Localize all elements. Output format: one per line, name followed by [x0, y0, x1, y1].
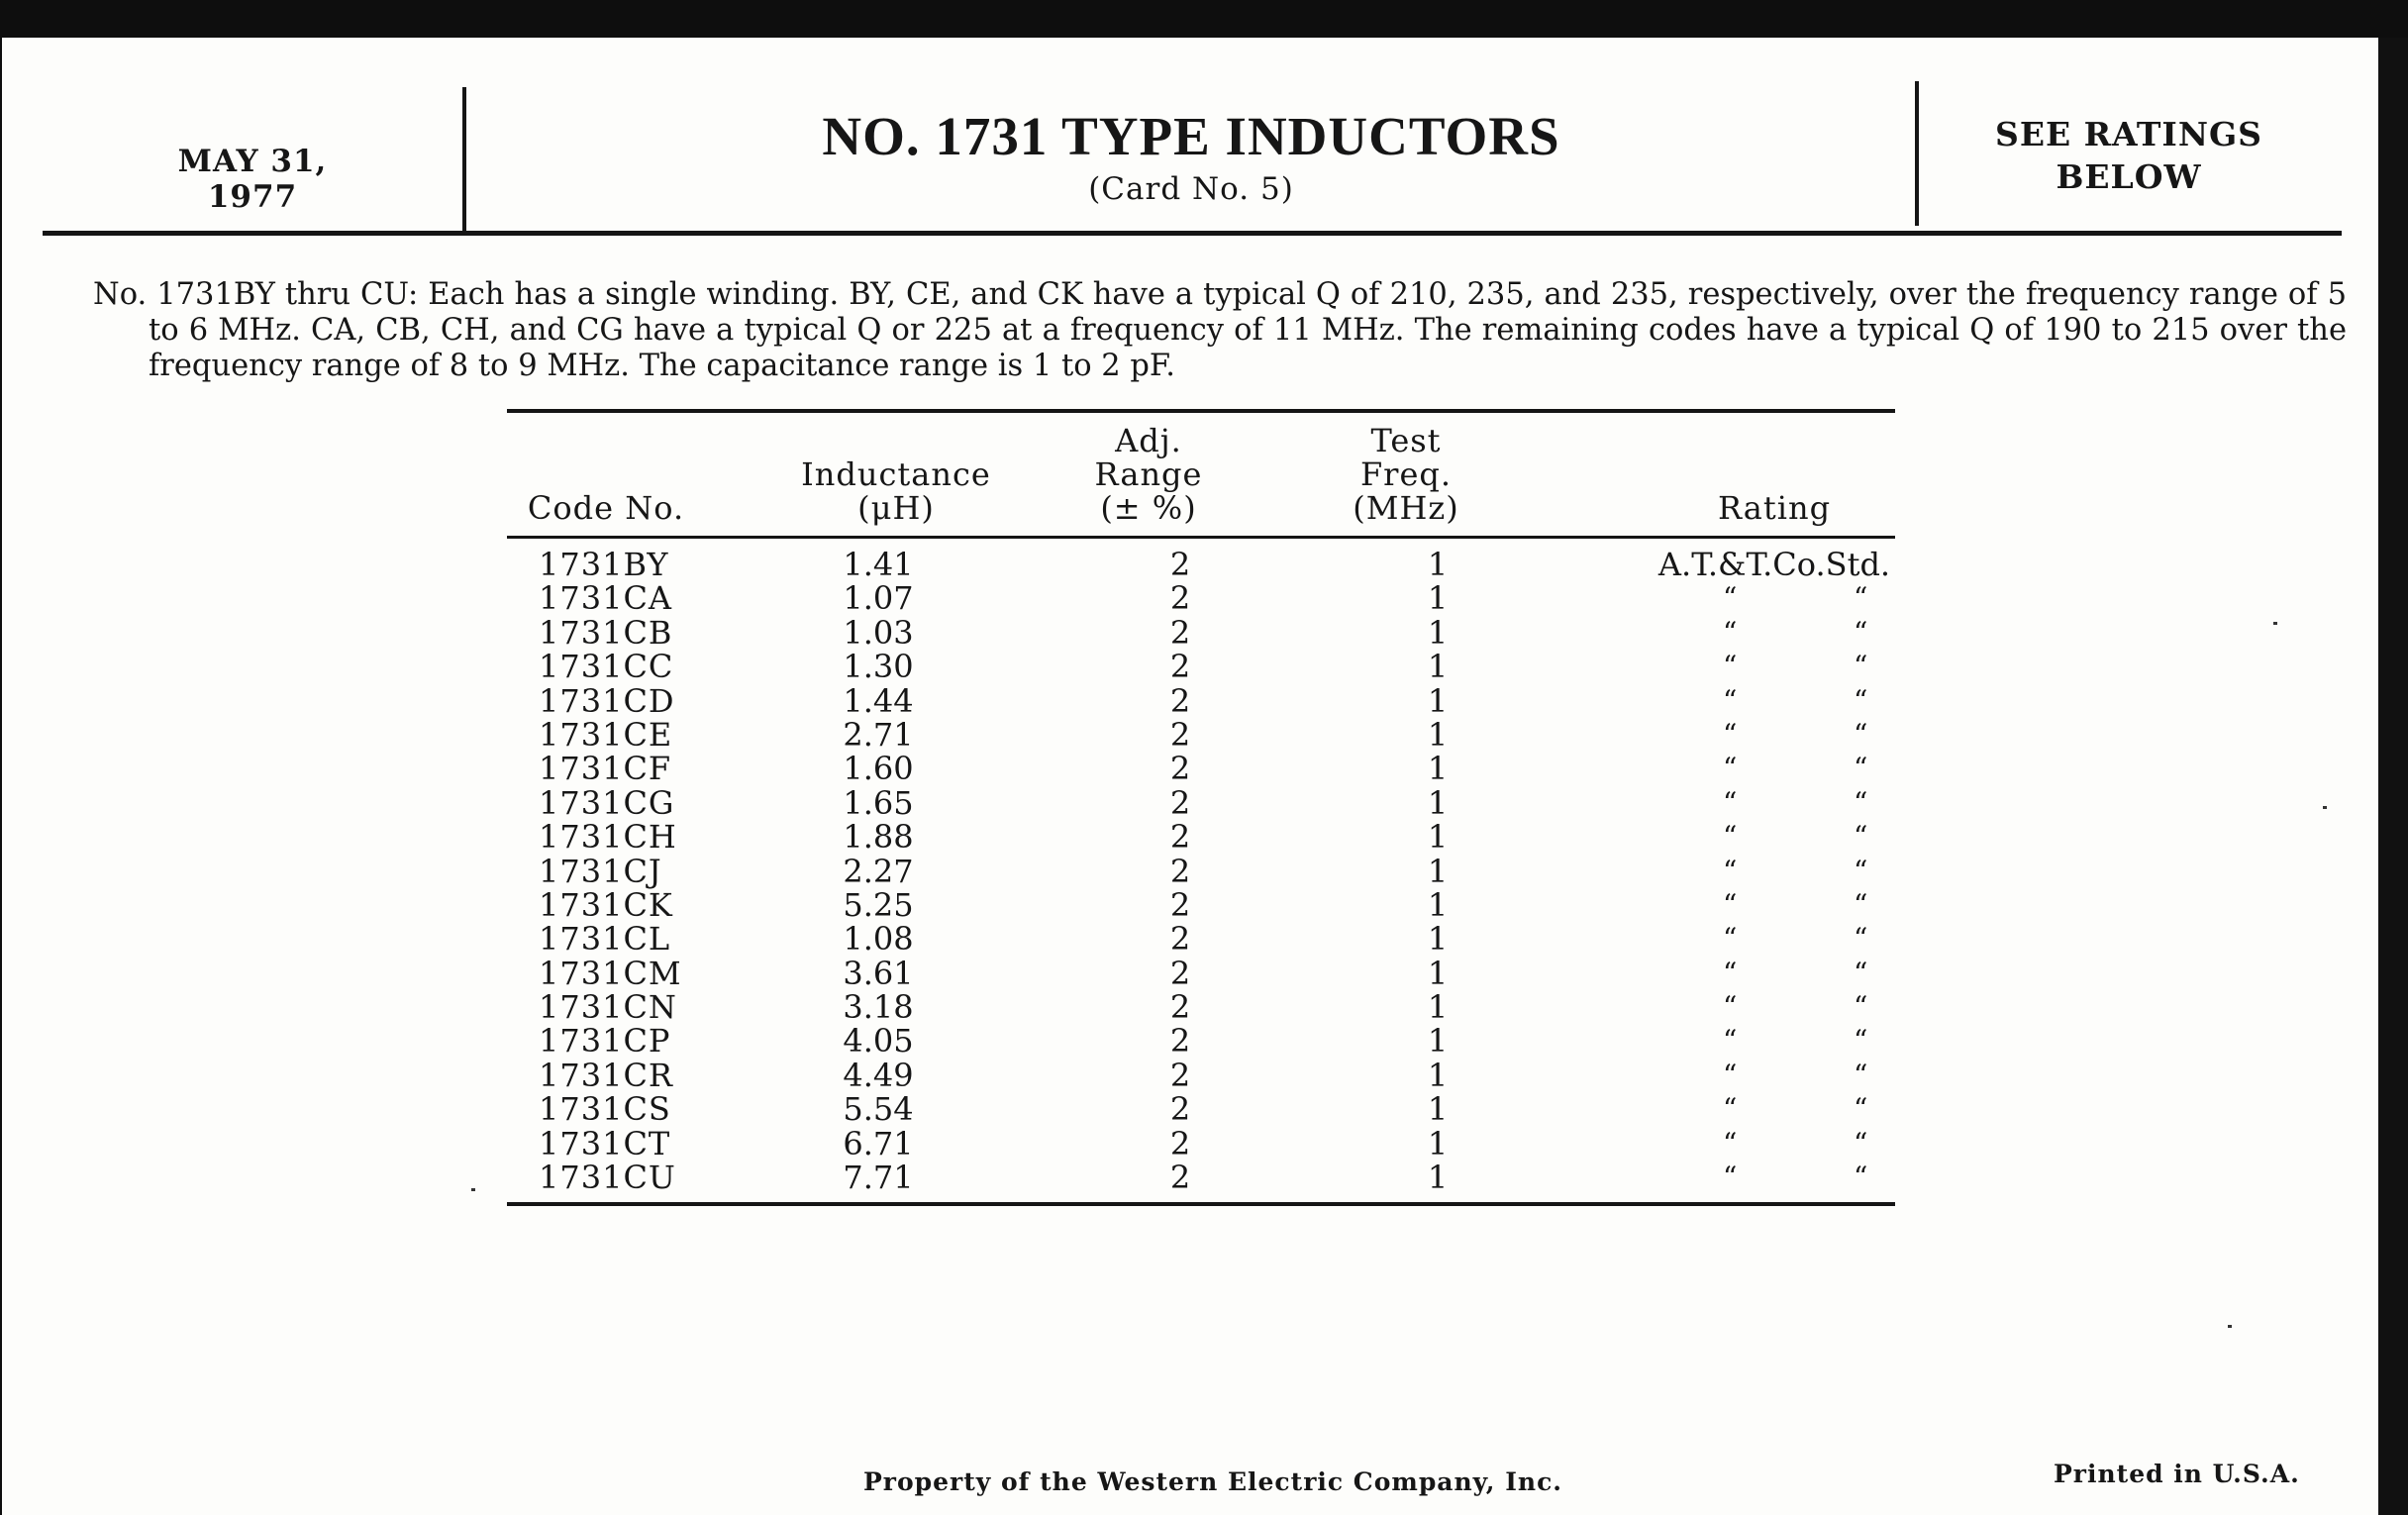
col-header-adj-range: [1069, 424, 1228, 525]
cell-rating-ditto: “: [1723, 581, 1738, 615]
table-row: [507, 1159, 1895, 1197]
cell-adj-range: 2: [1169, 954, 1191, 992]
footer-printed: Printed in U.S.A.: [2054, 1460, 2300, 1488]
cell-adj-range: 2: [1169, 1159, 1191, 1197]
cell-inductance: 1.08: [843, 920, 914, 959]
cell-test-freq: 1: [1427, 546, 1449, 583]
col-header-freq-line1: Test: [1370, 422, 1442, 459]
table-row: [507, 1024, 1895, 1058]
ratings-note: [1931, 113, 2327, 198]
cell-inductance: 3.61: [843, 954, 914, 992]
cell-inductance: 6.71: [843, 1124, 914, 1162]
cell-rating-ditto: “: [1723, 785, 1738, 819]
cell-adj-range: 2: [1169, 1022, 1191, 1060]
cell-inductance: 7.71: [843, 1159, 914, 1197]
cell-rating-ditto: “: [1854, 615, 1868, 649]
cell-adj-range: 2: [1169, 988, 1191, 1027]
cell-rating-ditto: “: [1854, 1126, 1868, 1160]
cell-adj-range: 2: [1169, 613, 1191, 652]
table-row: [507, 852, 1895, 890]
cell-code: 1731CD: [539, 681, 675, 720]
cell-rating-ditto: “: [1723, 717, 1738, 751]
col-header-rating: Rating: [1717, 489, 1832, 527]
cell-adj-range: 2: [1169, 885, 1191, 924]
table-row: [507, 715, 1895, 754]
cell-rating-ditto: “: [1854, 956, 1868, 989]
table-header-rule: [507, 536, 1895, 539]
cell-adj-range: 2: [1169, 1090, 1191, 1129]
col-header-code: Code No.: [527, 489, 685, 527]
cell-adj-range: 2: [1169, 579, 1191, 618]
cell-rating-ditto: “: [1854, 1092, 1868, 1126]
scan-speck: [2323, 806, 2327, 809]
cell-code: 1731CK: [539, 885, 673, 924]
cell-rating-ditto: “: [1723, 683, 1738, 717]
card-header-center: [473, 104, 1909, 209]
cell-rating-ditto: “: [1854, 887, 1868, 921]
cell-code: 1731CC: [539, 648, 674, 686]
table-row: [507, 548, 1895, 581]
col-header-inductance: [782, 457, 1010, 525]
cell-test-freq: 1: [1427, 818, 1449, 857]
ratings-note-line1: SEE RATINGS: [1994, 115, 2263, 153]
cell-adj-range: 2: [1169, 1056, 1191, 1094]
cell-rating-ditto: “: [1723, 615, 1738, 649]
cell-test-freq: 1: [1427, 715, 1449, 754]
col-header-test-freq: [1327, 424, 1485, 525]
cell-inductance: 1.03: [843, 613, 914, 652]
cell-test-freq: 1: [1427, 988, 1449, 1027]
cell-test-freq: 1: [1427, 1124, 1449, 1162]
cell-test-freq: 1: [1427, 750, 1449, 788]
description-paragraph: No. 1731BY thru CU: Each has a single winding. BY, CE, and CK have a typical Q of 210, 235, and 235, respectively, over the frequency range of 5 to 6 MHz. CA, CB, CH, and CG have a typical Q or 225 at a frequency of 11 MHz. The remaining codes have a typical Q of 190 to 215 over the frequency range of 8 to 9 MHz. The capacitance range is 1 to 2 pF.: [93, 277, 2347, 383]
cell-rating-ditto: “: [1854, 717, 1868, 751]
cell-adj-range: 2: [1169, 920, 1191, 959]
table-row: [507, 1090, 1895, 1129]
cell-inductance: 4.05: [843, 1022, 914, 1060]
cell-adj-range: 2: [1169, 715, 1191, 754]
col-header-freq-line2: Freq.: [1359, 455, 1453, 493]
cell-rating-ditto: “: [1854, 922, 1868, 956]
header-divider-left: [462, 87, 466, 236]
cell-rating-ditto: “: [1723, 956, 1738, 989]
cell-test-freq: 1: [1427, 1056, 1449, 1094]
cell-code: 1731CB: [539, 613, 673, 652]
table-body: [507, 546, 1895, 1197]
cell-rating-ditto: “: [1854, 581, 1868, 615]
table-row: [507, 1124, 1895, 1162]
cell-code: 1731BY: [539, 546, 669, 583]
table-row: [507, 783, 1895, 822]
table-bottom-rule: [507, 1202, 1895, 1206]
cell-rating-ditto: “: [1854, 854, 1868, 887]
header-divider-right: [1915, 81, 1919, 226]
cell-rating-ditto: “: [1723, 922, 1738, 956]
table-row: [507, 648, 1895, 686]
table-row: [507, 818, 1895, 857]
col-header-adj-line3: (± %): [1100, 489, 1197, 527]
cell-rating-ditto: “: [1723, 990, 1738, 1024]
cell-code: 1731CP: [539, 1022, 671, 1060]
cell-code: 1731CT: [539, 1124, 671, 1162]
cell-rating-ditto: “: [1854, 752, 1868, 785]
table-row: [507, 885, 1895, 924]
col-header-inductance-line1: Inductance: [801, 455, 991, 493]
cell-code: 1731CS: [539, 1090, 671, 1129]
cell-inductance: 2.27: [843, 852, 914, 890]
cell-rating-ditto: “: [1723, 887, 1738, 921]
cell-inductance: 1.07: [843, 579, 914, 618]
cell-rating-ditto: “: [1854, 785, 1868, 819]
card-date: MAY 31, 1977: [177, 144, 328, 215]
cell-rating-ditto: “: [1854, 1024, 1868, 1058]
cell-test-freq: 1: [1427, 1090, 1449, 1129]
table-row: [507, 750, 1895, 788]
cell-rating-ditto: “: [1723, 820, 1738, 854]
cell-code: 1731CF: [539, 750, 672, 788]
footer-property: Property of the Western Electric Company, Inc.: [863, 1467, 1563, 1496]
cell-test-freq: 1: [1427, 920, 1449, 959]
cell-adj-range: 2: [1169, 648, 1191, 686]
cell-code: 1731CN: [539, 988, 677, 1027]
cell-inductance: 1.30: [843, 648, 914, 686]
cell-code: 1731CL: [539, 920, 671, 959]
cell-inductance: 5.25: [843, 885, 914, 924]
cell-inductance: 5.54: [843, 1090, 914, 1129]
scan-speck: [471, 1188, 475, 1191]
cell-inductance: 1.44: [843, 681, 914, 720]
cell-inductance: 1.88: [843, 818, 914, 857]
cell-rating-ditto: “: [1723, 854, 1738, 887]
cell-adj-range: 2: [1169, 546, 1191, 583]
cell-code: 1731CU: [539, 1159, 676, 1197]
cell-code: 1731CJ: [539, 852, 662, 890]
cell-test-freq: 1: [1427, 613, 1449, 652]
table-row: [507, 579, 1895, 618]
col-header-freq-line3: (MHz): [1353, 489, 1459, 527]
cell-test-freq: 1: [1427, 1022, 1449, 1060]
cell-rating-ditto: “: [1723, 1024, 1738, 1058]
cell-inductance: 1.65: [843, 783, 914, 822]
table-row: [507, 988, 1895, 1027]
scan-speck: [2273, 622, 2277, 625]
cell-rating-ditto: “: [1723, 650, 1738, 683]
table-top-rule: [507, 409, 1895, 413]
table-row: [507, 613, 1895, 652]
cell-adj-range: 2: [1169, 818, 1191, 857]
cell-rating-ditto: “: [1723, 1126, 1738, 1160]
cell-rating-ditto: “: [1854, 683, 1868, 717]
cell-rating-ditto: “: [1854, 990, 1868, 1024]
cell-inductance: 4.49: [843, 1056, 914, 1094]
col-header-adj-line2: Range: [1094, 455, 1203, 493]
cell-inductance: 3.18: [843, 988, 914, 1027]
cell-code: 1731CM: [539, 954, 682, 992]
cell-code: 1731CA: [539, 579, 673, 618]
cell-rating-ditto: “: [1854, 1161, 1868, 1194]
cell-rating-ditto: “: [1723, 1161, 1738, 1194]
cell-rating-ditto: “: [1854, 820, 1868, 854]
cell-adj-range: 2: [1169, 783, 1191, 822]
scan-border: [2378, 38, 2408, 1515]
scan-speck: [2228, 1325, 2232, 1328]
cell-test-freq: 1: [1427, 1159, 1449, 1197]
cell-rating-ditto: “: [1854, 1058, 1868, 1091]
cell-code: 1731CR: [539, 1056, 674, 1094]
col-header-adj-line1: Adj.: [1115, 422, 1182, 459]
table-row: [507, 1056, 1895, 1094]
cell-inductance: 1.60: [843, 750, 914, 788]
cell-code: 1731CG: [539, 783, 675, 822]
cell-code: 1731CH: [539, 818, 677, 857]
ratings-note-line2: BELOW: [2056, 157, 2202, 196]
cell-rating-ditto: “: [1723, 1058, 1738, 1091]
header-rule: [43, 231, 2342, 236]
cell-inductance: 1.41: [843, 546, 914, 583]
cell-inductance: 2.71: [843, 715, 914, 754]
card-title: NO. 1731 TYPE INDUCTORS: [822, 106, 1560, 166]
cell-adj-range: 2: [1169, 852, 1191, 890]
cell-rating-ditto: “: [1723, 752, 1738, 785]
cell-rating: A.T.&T.Co.Std.: [1657, 546, 1891, 583]
cell-adj-range: 2: [1169, 1124, 1191, 1162]
cell-test-freq: 1: [1427, 783, 1449, 822]
cell-code: 1731CE: [539, 715, 673, 754]
cell-test-freq: 1: [1427, 648, 1449, 686]
cell-adj-range: 2: [1169, 681, 1191, 720]
cell-test-freq: 1: [1427, 852, 1449, 890]
cell-test-freq: 1: [1427, 681, 1449, 720]
cell-adj-range: 2: [1169, 750, 1191, 788]
table-row: [507, 681, 1895, 720]
cell-test-freq: 1: [1427, 579, 1449, 618]
cell-test-freq: 1: [1427, 954, 1449, 992]
table-row: [507, 954, 1895, 992]
cell-test-freq: 1: [1427, 885, 1449, 924]
card-subtitle: (Card No. 5): [1088, 171, 1294, 207]
table-row: [507, 920, 1895, 959]
col-header-inductance-line2: (μH): [857, 489, 935, 527]
cell-rating-ditto: “: [1854, 650, 1868, 683]
cell-rating-ditto: “: [1723, 1092, 1738, 1126]
